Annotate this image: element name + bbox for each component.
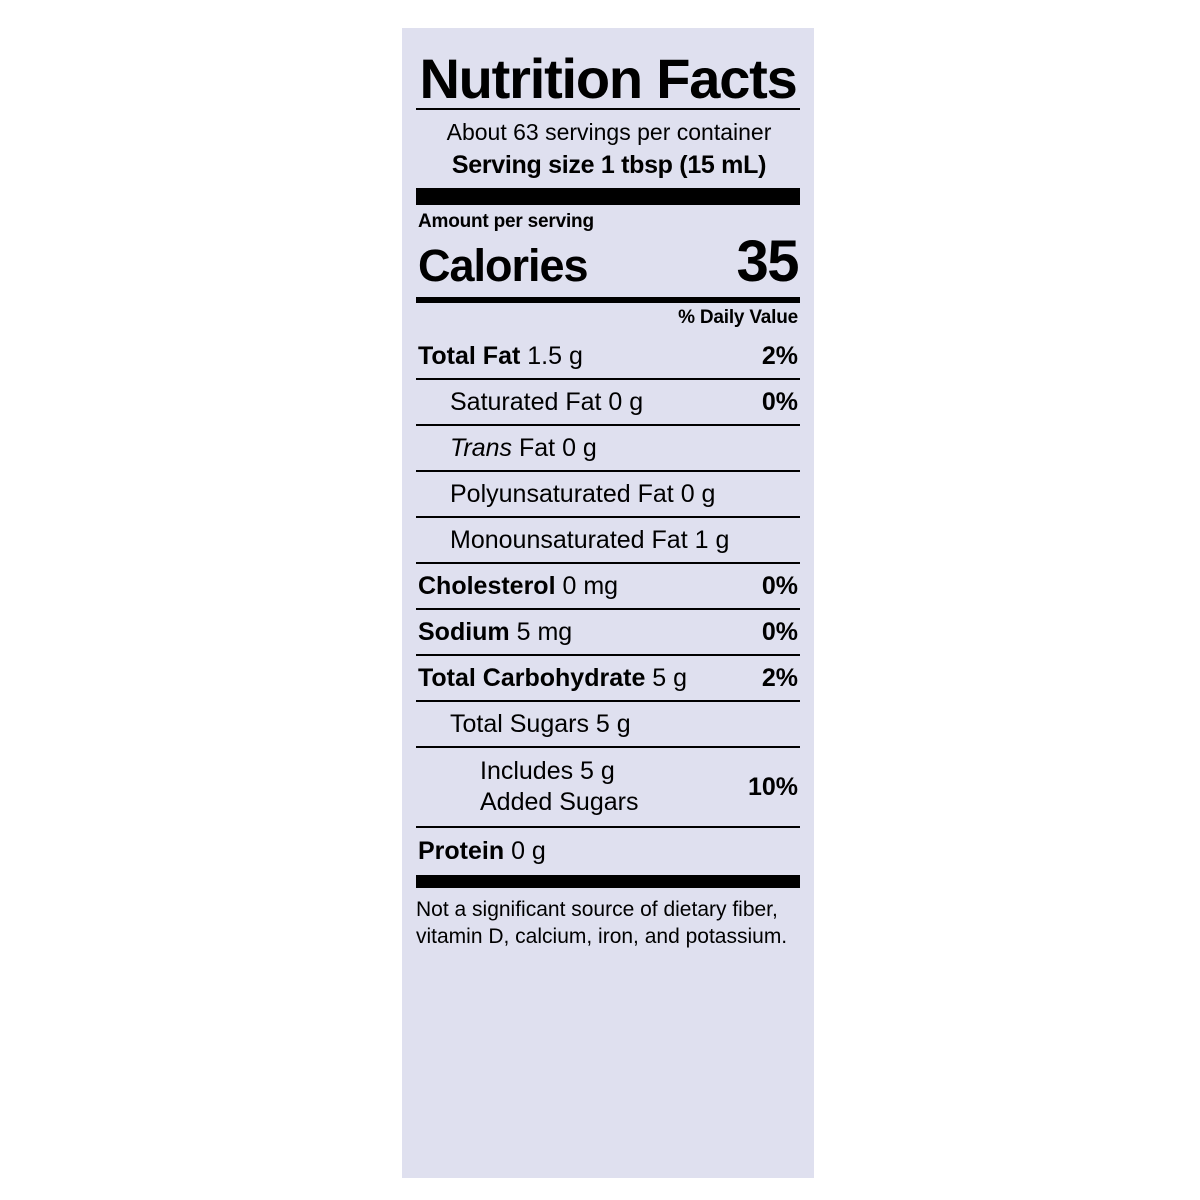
footnote bbox=[416, 888, 800, 950]
row-cholesterol-dv: 0% bbox=[761, 572, 798, 600]
row-monounsaturated-fat-name: Monounsaturated Fat 1 g bbox=[450, 526, 730, 554]
label-title: Nutrition Facts bbox=[419, 47, 797, 110]
row-added-sugars-dv: 10% bbox=[747, 773, 798, 801]
row-polyunsaturated-fat-name: Polyunsaturated Fat 0 g bbox=[450, 480, 716, 508]
row-saturated-fat-name: Saturated Fat 0 g bbox=[450, 388, 644, 416]
row-trans-fat bbox=[416, 426, 800, 472]
row-sodium bbox=[416, 610, 800, 656]
row-total-fat-name bbox=[418, 341, 762, 371]
protein-label: Protein bbox=[418, 837, 505, 865]
sodium-label: Sodium bbox=[418, 618, 510, 646]
row-added-sugars bbox=[416, 748, 800, 828]
row-protein bbox=[416, 828, 800, 875]
row-polyunsaturated-fat bbox=[416, 472, 800, 518]
row-cholesterol-name bbox=[418, 571, 762, 601]
sodium-amount: 5 mg bbox=[509, 618, 573, 646]
row-sodium-dv: 0% bbox=[761, 618, 798, 646]
row-added-sugars-name bbox=[418, 756, 748, 818]
row-monounsaturated-fat bbox=[416, 518, 800, 564]
calories-row bbox=[416, 229, 800, 297]
row-protein-name bbox=[418, 836, 546, 866]
row-total-fat bbox=[416, 334, 800, 380]
added-sugars-line2: Added Sugars bbox=[480, 788, 639, 816]
row-total-fat-dv: 2% bbox=[761, 342, 798, 370]
cholesterol-amount: 0 mg bbox=[555, 572, 619, 600]
row-total-carbohydrate bbox=[416, 656, 800, 702]
calories-label: Calories bbox=[418, 240, 588, 291]
total-fat-amount: 1.5 g bbox=[520, 342, 583, 370]
row-saturated-fat bbox=[416, 380, 800, 426]
nutrition-label-panel bbox=[402, 28, 814, 1178]
cholesterol-label: Cholesterol bbox=[418, 572, 556, 600]
trans-rest: Fat 0 g bbox=[512, 434, 597, 462]
serving-size: Serving size 1 tbsp (15 mL) bbox=[451, 151, 767, 179]
divider-thick-bottom bbox=[416, 875, 800, 888]
added-sugars-line1: Includes 5 g bbox=[480, 757, 615, 785]
carbohydrate-label: Total Carbohydrate bbox=[418, 664, 646, 692]
row-trans-fat-name bbox=[418, 433, 798, 463]
row-total-sugars bbox=[416, 702, 800, 748]
footnote-line-1: Not a significant source of dietary fiber, bbox=[416, 898, 778, 921]
carbohydrate-amount: 5 g bbox=[645, 664, 688, 692]
row-sodium-name bbox=[418, 617, 762, 647]
total-fat-label: Total Fat bbox=[418, 342, 521, 370]
row-total-carbohydrate-name bbox=[418, 663, 762, 693]
servings-per-container: About 63 servings per container bbox=[446, 119, 772, 145]
row-cholesterol bbox=[416, 564, 800, 610]
footnote-line-2: vitamin D, calcium, iron, and potassium. bbox=[416, 925, 788, 948]
nutrition-facts-label bbox=[416, 38, 800, 950]
row-total-sugars-name: Total Sugars 5 g bbox=[450, 710, 631, 738]
row-total-carbohydrate-dv: 2% bbox=[761, 664, 798, 692]
protein-amount: 0 g bbox=[504, 837, 546, 865]
trans-word: Trans bbox=[450, 434, 513, 462]
calories-value: 35 bbox=[736, 229, 798, 294]
daily-value-header: % Daily Value bbox=[678, 307, 798, 328]
row-saturated-fat-dv: 0% bbox=[761, 388, 798, 416]
divider-thick-top bbox=[416, 188, 800, 205]
amount-per-serving-label: Amount per serving bbox=[418, 211, 594, 232]
